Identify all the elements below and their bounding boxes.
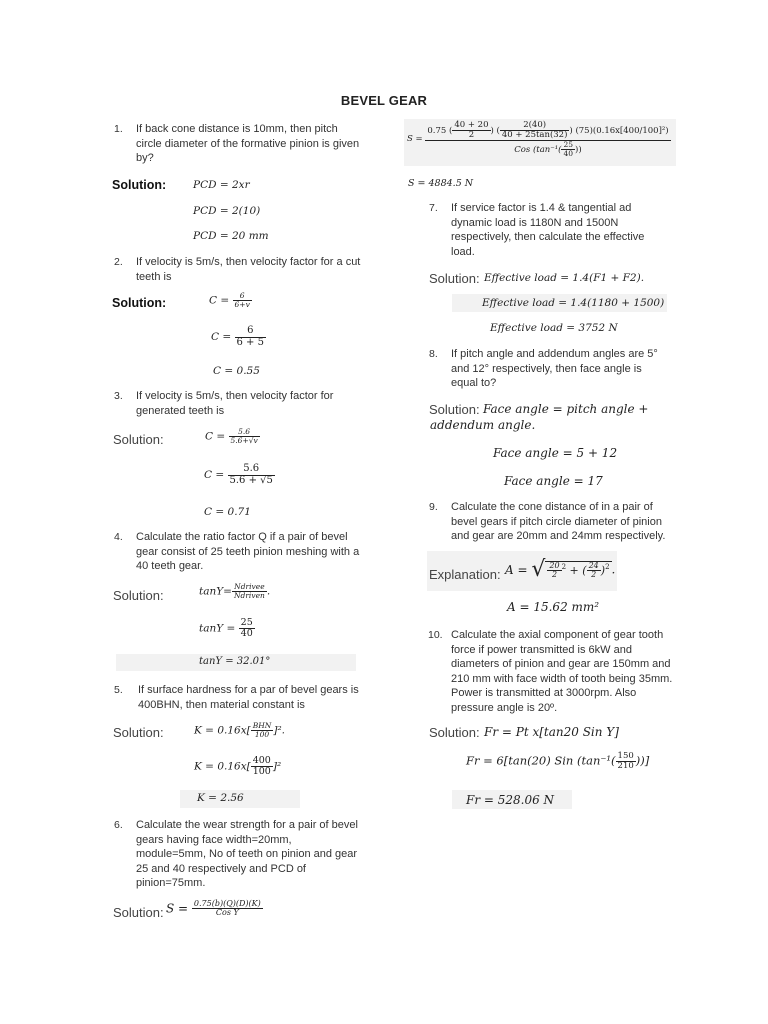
equation-line: Face angle = 17 — [504, 474, 603, 488]
solution-label: Solution: — [113, 725, 164, 740]
solution-label: Solution: — [113, 588, 164, 603]
solution-label: Solution: — [429, 271, 480, 286]
equation-line: C = $\frac{5.6}{5.6 + √5}$ — [204, 463, 273, 486]
question-text: Calculate the cone distance of in a pair of bevel gears if pitch circle diameter of pinion and gear are 20mm and 24mm respectively. — [451, 501, 666, 543]
equation-line: tanY= $\frac{\text{Ndrivee}}{\text{Ndriven}}$ . — [199, 582, 271, 600]
equation-line: S = 4884.5 N — [408, 178, 474, 189]
solution-label: Solution: — [429, 402, 480, 417]
question-6 — [114, 818, 361, 891]
equation-line: C = $\frac{6}{6+v}$ — [209, 291, 250, 309]
equation-line: Effective load = 1.4(F1 + F2). — [484, 272, 645, 284]
solution-label: Solution: — [429, 725, 480, 740]
question-number: 5. — [114, 684, 123, 696]
question-text: If velocity is 5m/s, then velocity factor for a cut teeth is — [136, 256, 361, 283]
question-number: 10. — [428, 629, 443, 641]
question-10 — [428, 628, 679, 716]
equation-line: S = 0.75 ( $\frac{40 + 20}{2}$ ) ( $\frac{2(40)}{40 + 25\tan(32)}$ ) (75)(0.16x[400/100]²) Cos (tan⁻¹( $\frac{25}{40}$ )) — [407, 120, 669, 158]
equation-line: tanY = $\frac{25}{40}$ — [199, 617, 253, 639]
question-number: 7. — [429, 202, 438, 214]
equation-line: K = 0.16x[ $\frac{\text{BHN}}{100}$ ]². — [194, 721, 285, 739]
equation-line: K = 2.56 — [197, 792, 244, 804]
question-text: If velocity is 5m/s, then velocity factor for generated teeth is — [136, 390, 334, 417]
question-9 — [429, 500, 676, 544]
question-number: 2. — [114, 256, 123, 268]
equation-line: C = $\frac{5.6}{5.6+√v}$ — [205, 427, 258, 445]
question-number: 9. — [429, 501, 438, 513]
question-text: If service factor is 1.4 & tangential ad dynamic load is 1180N and 1500N respectively, then calculate the effective load. — [451, 202, 645, 258]
question-number: 6. — [114, 819, 123, 831]
question-number: 4. — [114, 531, 123, 543]
question-text: If pitch angle and addendum angles are 5° and 12° respectively, then face angle is equal to? — [451, 348, 658, 390]
question-number: 1. — [114, 123, 123, 135]
equation-line: addendum angle. — [430, 418, 536, 432]
equation-line: PCD = 20 mm — [193, 230, 269, 242]
page-title: BEVEL GEAR — [340, 93, 428, 108]
equation-line: A = √ $\frac{20}{2}$ $^2$ + ( $\frac{24}{2}$ )$^2$ . — [505, 557, 616, 582]
question-8 — [429, 347, 666, 391]
question-text: Calculate the ratio factor Q if a pair of bevel gear consist of 25 teeth pinion meshing with a 40 teeth gear. — [136, 531, 360, 573]
question-text: If back cone distance is 10mm, then pitch circle diameter of the formative pinion is given by? — [136, 123, 360, 165]
equation-line: K = 0.16x[ $\frac{400}{100}$ ]² — [194, 755, 282, 777]
solution-label: Explanation: — [429, 567, 501, 582]
equation-line: Face angle = pitch angle + — [483, 402, 649, 416]
question-text: Calculate the wear strength for a pair of bevel gears having face width=20mm, module=5mm, No of teeth on pinion and gear 25 and 40 respectively and PCD of pinion=75mm. — [136, 819, 358, 890]
question-4 — [114, 530, 361, 574]
question-number: 3. — [114, 390, 123, 402]
question-text: If surface hardness for a par of bevel gears is 400BHN, then material constant is — [138, 684, 359, 711]
question-text: Calculate the axial component of gear tooth force if power transmitted is 6kW and diameters of pinion and gear are 150mm and 210 mm with face width of tooth being 35mm. Power is transmitted at 3000rpm. Also pressure angle is 20º. — [451, 629, 673, 714]
solution-label: Solution: — [112, 178, 167, 192]
equation-line: A = 15.62 mm² — [507, 600, 600, 614]
question-7 — [429, 201, 666, 259]
question-2 — [114, 255, 361, 284]
solution-label: Solution: — [113, 905, 164, 920]
equation-line: tanY = 32.01° — [199, 656, 271, 667]
equation-line: C = $\frac{6}{6 + 5}$ — [211, 325, 264, 348]
question-5 — [114, 683, 363, 712]
equation-line: Fr = Pt x[tan20 Sin Y] — [484, 725, 619, 739]
equation-line: S = $\frac{0.75(b)(Q)(D)(K)}{\text{Cos Y}}$ — [166, 899, 261, 918]
equation-line: Fr = 528.06 N — [466, 793, 555, 807]
question-1 — [114, 122, 361, 166]
solution-label: Solution: — [113, 432, 164, 447]
question-number: 8. — [429, 348, 438, 360]
equation-line: PCD = 2xr — [193, 179, 250, 191]
equation-line: Face angle = 5 + 12 — [493, 446, 618, 460]
equation-line: C = 0.55 — [213, 365, 260, 377]
equation-line: PCD = 2(10) — [193, 205, 261, 217]
equation-line: C = 0.71 — [204, 506, 251, 518]
equation-line: Effective load = 3752 N — [490, 322, 618, 334]
solution-label: Solution: — [112, 296, 167, 310]
equation-line: Effective load = 1.4(1180 + 1500) — [482, 297, 665, 309]
equation-line: Fr = 6[tan(20) Sin (tan⁻¹( $\frac{150}{210}$ ))] — [466, 751, 650, 771]
question-3 — [114, 389, 361, 418]
